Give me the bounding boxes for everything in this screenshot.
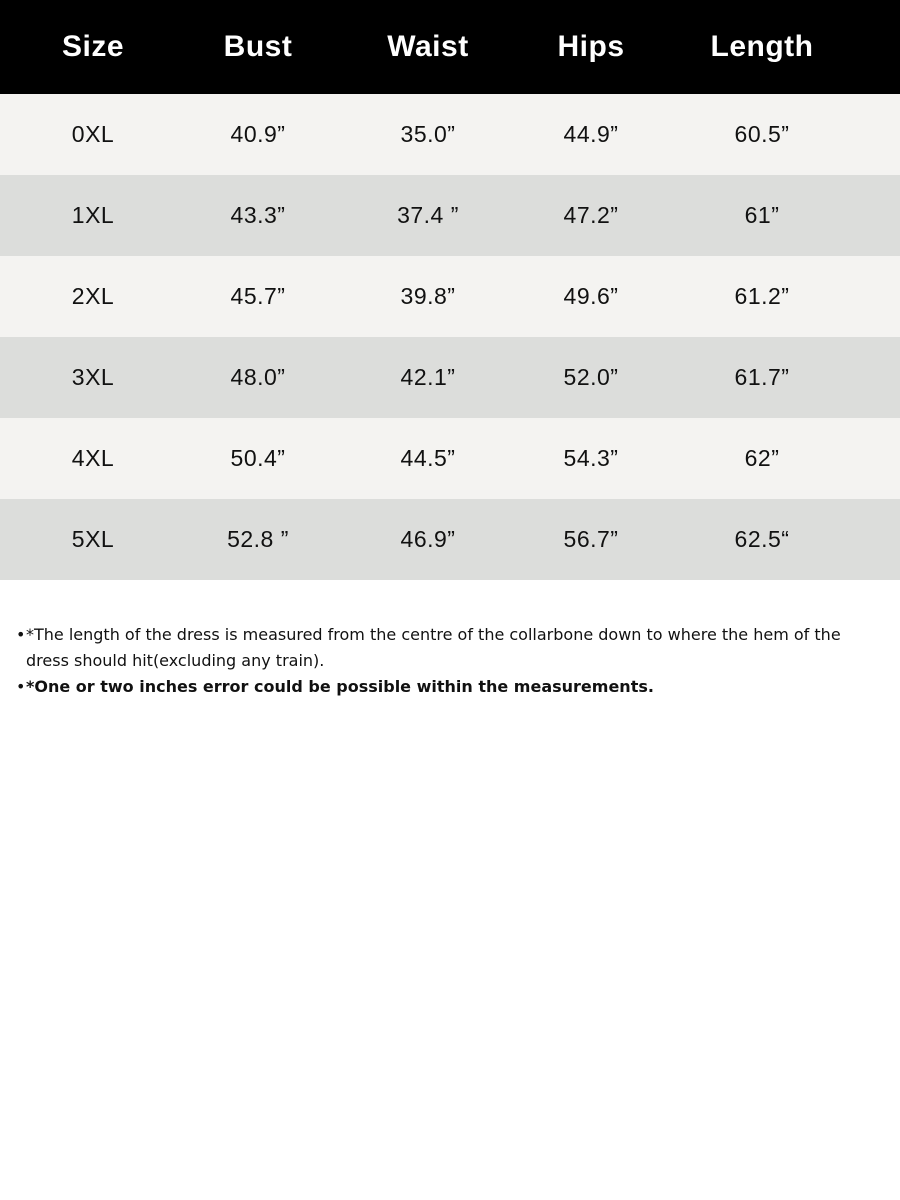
cell-size: 4XL [71,445,115,471]
cell-hips: 52.0” [563,364,619,390]
cell-length: 60.5” [734,121,790,147]
bullet-icon: • [16,625,26,644]
cell-length: 62” [744,445,780,471]
table-row [0,94,900,175]
size-chart-table [0,0,900,580]
header-waist: Waist [387,30,469,63]
note-text: *One or two inches error could be possible within the measurements. [26,677,654,696]
header-size: Size [61,30,125,63]
table-row [0,175,900,256]
note-text: *The length of the dress is measured from the centre of the collarbone down to where the hem of the dress should hit(excluding any train). [26,625,841,670]
cell-bust: 43.3” [230,202,286,228]
cell-size: 1XL [71,202,115,228]
cell-waist: 35.0” [400,121,456,147]
cell-waist: 37.4 ” [397,202,459,228]
cell-size: 0XL [71,121,115,147]
cell-bust: 40.9” [230,121,286,147]
cell-size: 5XL [71,526,115,552]
cell-hips: 56.7” [563,526,619,552]
cell-bust: 45.7” [230,283,286,309]
cell-waist: 42.1” [400,364,456,390]
cell-length: 61” [744,202,780,228]
table-row [0,418,900,499]
cell-length: 62.5“ [734,526,790,552]
cell-waist: 39.8” [400,283,456,309]
header-hips: Hips [557,30,625,63]
cell-hips: 49.6” [563,283,619,309]
cell-hips: 44.9” [563,121,619,147]
cell-size: 3XL [71,364,115,390]
cell-size: 2XL [71,283,115,309]
cell-bust: 52.8 ” [227,526,289,552]
table-row [0,256,900,337]
header-bust: Bust [223,30,293,63]
cell-waist: 44.5” [400,445,456,471]
bullet-icon: • [16,677,26,696]
cell-length: 61.7” [734,364,790,390]
measurement-notes [16,622,886,700]
cell-bust: 50.4” [230,445,286,471]
header-length: Length [710,30,814,63]
table-row [0,499,900,580]
cell-bust: 48.0” [230,364,286,390]
table-row [0,337,900,418]
cell-hips: 47.2” [563,202,619,228]
cell-length: 61.2” [734,283,790,309]
note-item [16,674,886,700]
cell-waist: 46.9” [400,526,456,552]
note-item [16,622,886,674]
table-header [0,0,900,94]
cell-hips: 54.3” [563,445,619,471]
